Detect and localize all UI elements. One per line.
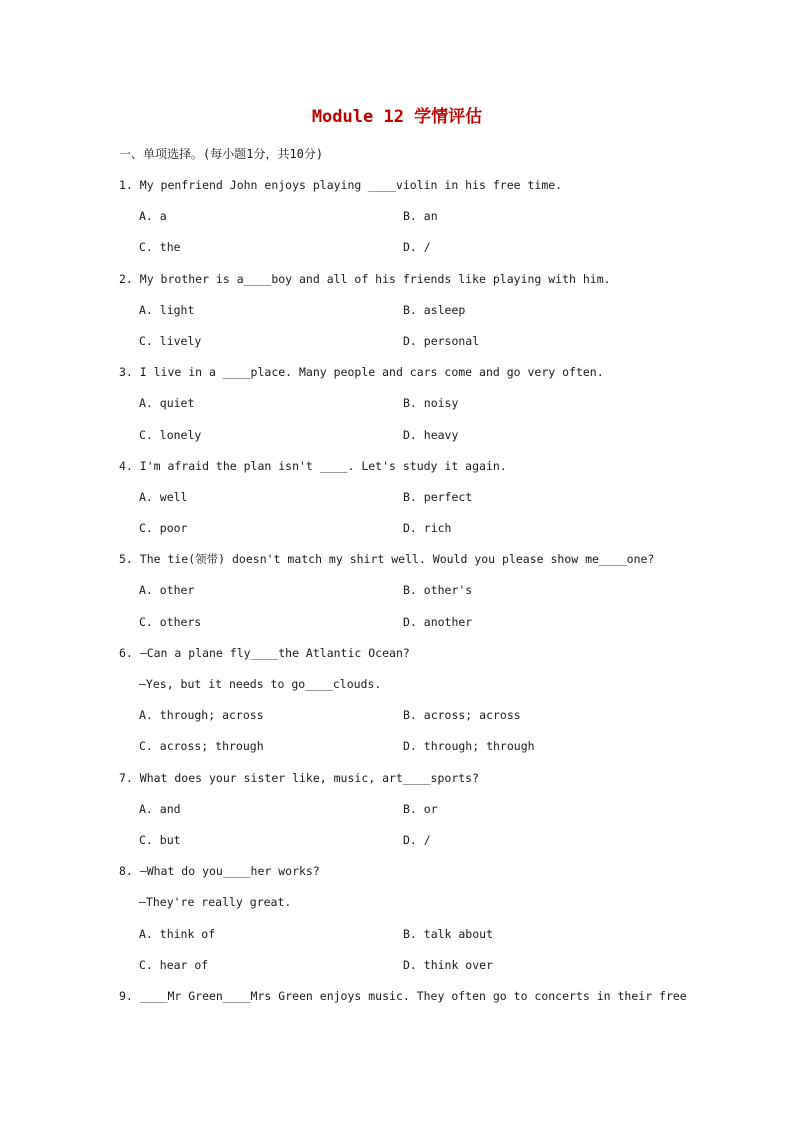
answer-option: D. rich — [403, 521, 452, 536]
answer-option: C. across; through — [139, 739, 264, 754]
option-row — [119, 518, 689, 549]
option-row — [119, 736, 689, 767]
question-stem: 1. My penfriend John enjoys playing ____violin in his free time. — [119, 178, 563, 192]
answer-option: C. lonely — [139, 427, 202, 442]
answer-option: A. through; across — [139, 708, 264, 723]
answer-option: B. or — [403, 801, 438, 816]
question-item — [119, 549, 689, 643]
question-item — [119, 175, 689, 269]
answer-option: A. light — [139, 302, 195, 317]
answer-option: B. talk about — [403, 926, 494, 941]
option-row — [119, 300, 689, 331]
answer-option: D. through; through — [403, 739, 535, 754]
question-item — [119, 861, 689, 986]
option-row — [119, 393, 689, 424]
option-row — [119, 331, 689, 362]
answer-option: A. and — [139, 801, 181, 816]
question-stem: 6. —Can a plane fly____the Atlantic Ocean? — [119, 645, 410, 660]
answer-option: B. other's — [403, 583, 473, 598]
answer-option: D. think over — [403, 957, 494, 972]
question-stem: 5. The tie(领带) doesn't match my shirt well. Would you please show me____one? — [119, 552, 655, 567]
option-row — [119, 206, 689, 237]
option-row — [119, 237, 689, 268]
question-stem: 2. My brother is a____boy and all of his friends like playing with him. — [119, 271, 611, 286]
question-item — [119, 643, 689, 768]
question-list — [119, 175, 689, 1017]
option-row — [119, 830, 689, 861]
question-item — [119, 362, 689, 456]
answer-option: C. lively — [139, 333, 202, 348]
question-stem: 8. —What do you____her works? — [119, 864, 320, 879]
answer-option: C. poor — [139, 521, 188, 536]
answer-option: C. hear of — [139, 957, 209, 972]
answer-option: B. asleep — [403, 302, 466, 317]
answer-option: D. another — [403, 614, 473, 629]
answer-option: D. personal — [403, 333, 480, 348]
answer-option: A. a — [139, 209, 167, 224]
answer-option: C. but — [139, 832, 181, 847]
section-heading: 一、单项选择。(每小题1分，共10分) — [119, 147, 324, 161]
answer-option: B. across; across — [403, 708, 521, 723]
answer-option: B. perfect — [403, 489, 473, 504]
answer-option: A. quiet — [139, 396, 195, 411]
option-row — [119, 799, 689, 830]
question-item — [119, 986, 689, 1017]
option-row — [119, 612, 689, 643]
option-row — [119, 425, 689, 456]
option-row — [119, 705, 689, 736]
question-stem: 7. What does your sister like, music, art____sports? — [119, 770, 480, 785]
question-item — [119, 269, 689, 363]
answer-option: C. the — [139, 240, 181, 255]
page-title: Module 12 学情评估 — [311, 107, 483, 127]
answer-option: B. an — [403, 209, 438, 224]
question-dialogue-line: —They're really great. — [139, 895, 292, 910]
answer-option: A. think of — [139, 926, 216, 941]
answer-option: D. heavy — [403, 427, 459, 442]
option-row — [119, 487, 689, 518]
question-dialogue-line: —Yes, but it needs to go____clouds. — [139, 677, 382, 691]
question-stem: 4. I'm afraid the plan isn't ____. Let's study it again. — [119, 458, 507, 473]
option-row — [119, 580, 689, 611]
answer-option: A. other — [139, 583, 195, 598]
answer-option: C. others — [139, 614, 202, 629]
question-item — [119, 768, 689, 862]
question-item — [119, 456, 689, 550]
option-row — [119, 924, 689, 955]
answer-option: A. well — [139, 489, 188, 504]
question-stem: 3. I live in a ____place. Many people and cars come and go very often. — [119, 365, 604, 380]
answer-option: D. / — [403, 832, 431, 847]
option-row — [119, 955, 689, 986]
question-stem: 9. ____Mr Green____Mrs Green enjoys music. They often go to concerts in their free — [119, 988, 687, 1003]
answer-option: D. / — [403, 240, 431, 255]
answer-option: B. noisy — [403, 396, 459, 411]
